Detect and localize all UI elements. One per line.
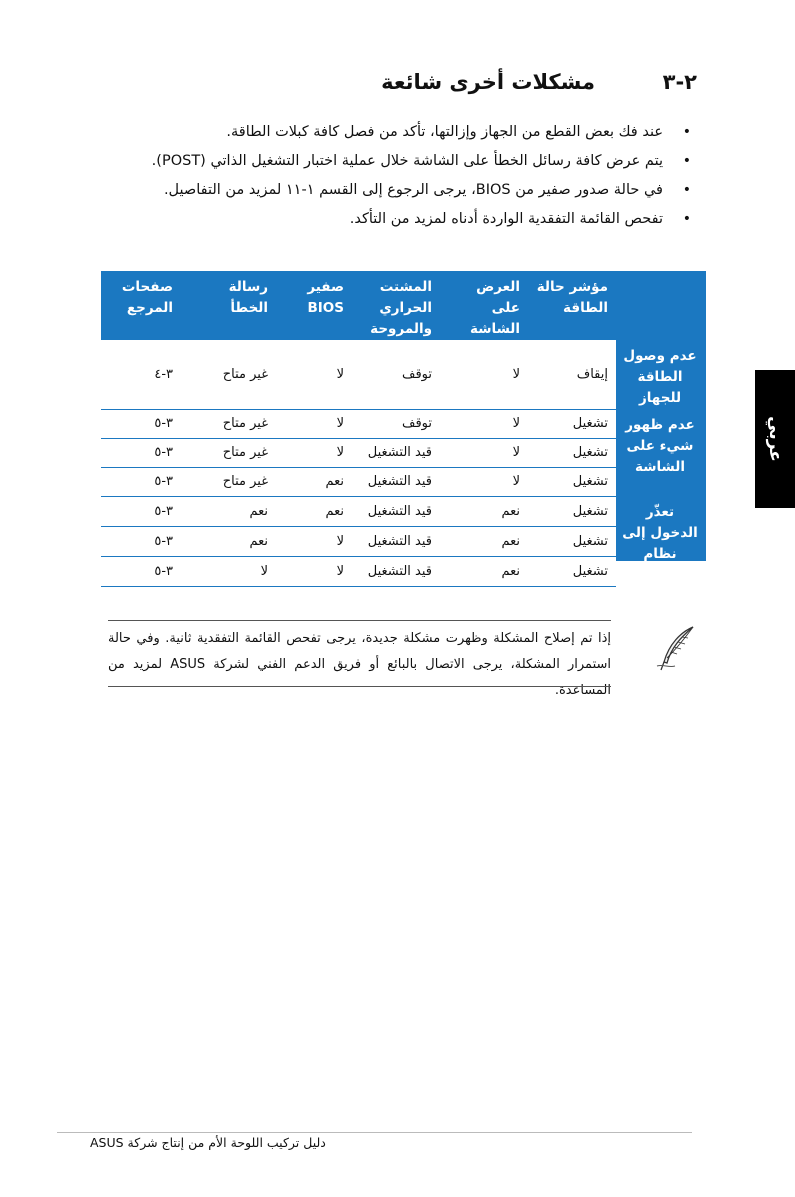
table-row <box>101 438 706 467</box>
table-cell: ٣-٤ <box>101 340 181 409</box>
table-cell: توقف <box>352 409 440 438</box>
table-cell: نعم <box>181 526 276 556</box>
table-cell: لا <box>276 556 352 586</box>
footer-text: دليل تركيب اللوحة الأم من إنتاج شركة ASUS <box>90 1135 326 1150</box>
language-label: عربي <box>765 416 785 462</box>
table-cell: قيد التشغيل <box>352 526 440 556</box>
table-header: المشتت الحراري والمروحة <box>370 279 432 337</box>
table-cell: غير متاح <box>181 409 276 438</box>
bullet-dot-icon: • <box>682 124 691 140</box>
footer-divider <box>57 1132 692 1133</box>
table-header: صفحات المرجع <box>121 279 173 316</box>
table-cell: تشغيل <box>528 467 616 496</box>
row-group-label: تعذّر الدخول إلى نظام التشغيل <box>622 504 698 583</box>
table-header <box>616 271 706 340</box>
bullet-item: • يتم عرض كافة رسائل الخطأ على الشاشة خلال عملية اختبار التشغيل الذاتي (POST). <box>95 147 695 176</box>
table-cell: تشغيل <box>528 526 616 556</box>
table-cell: لا <box>276 438 352 467</box>
table-header: مؤشر حالة الطاقة <box>536 279 608 316</box>
row-group-label: عدم وصول الطاقة للجهاز <box>623 348 697 406</box>
bullet-dot-icon: • <box>682 182 691 198</box>
table-cell: غير متاح <box>181 467 276 496</box>
table-cell: لا <box>440 409 528 438</box>
table-cell: توقف <box>352 340 440 409</box>
table-cell: قيد التشغيل <box>352 467 440 496</box>
table-row <box>101 340 706 409</box>
section-number: ٢-٣ <box>662 70 697 94</box>
bullet-list <box>95 118 695 234</box>
bullet-item: • في حالة صدور صفير من BIOS، يرجى الرجوع إلى القسم ١-١١ لمزيد من التفاصيل. <box>95 176 695 205</box>
table-cell: لا <box>276 526 352 556</box>
table-cell: غير متاح <box>181 438 276 467</box>
table-cell: ٣-٥ <box>101 496 181 526</box>
section-title: مشكلات أخرى شائعة <box>381 70 595 94</box>
table-cell: لا <box>440 438 528 467</box>
table-cell: نعم <box>440 526 528 556</box>
bullet-item: • عند فك بعض القطع من الجهاز وإزالتها، تأكد من فصل كافة كبلات الطاقة. <box>95 118 695 147</box>
note-divider-bottom <box>108 686 611 687</box>
table-cell: تشغيل <box>528 438 616 467</box>
table-cell: نعم <box>440 496 528 526</box>
table-cell: لا <box>276 409 352 438</box>
table-header: العرض على الشاشة <box>470 279 520 337</box>
table-cell: لا <box>276 340 352 409</box>
table-row <box>101 526 706 556</box>
table-header: رسالة الخطأ <box>228 279 268 316</box>
table-cell: نعم <box>276 496 352 526</box>
table-cell: تشغيل <box>528 409 616 438</box>
table-header-row <box>101 271 706 340</box>
bullet-item: • تفحص القائمة التفقدية الواردة أدناه لمزيد من التأكد. <box>95 205 695 234</box>
row-group-label: عدم ظهور شيء على الشاشة <box>625 417 695 475</box>
table-cell: نعم <box>276 467 352 496</box>
language-side-tab <box>755 370 795 508</box>
table-cell: ٣-٥ <box>101 556 181 586</box>
table-cell: ٣-٥ <box>101 409 181 438</box>
note-divider-top <box>108 620 611 621</box>
table-cell: إيقاف <box>528 340 616 409</box>
table-cell: قيد التشغيل <box>352 556 440 586</box>
table-row <box>101 467 706 496</box>
table-cell: لا <box>440 340 528 409</box>
table-cell: لا <box>181 556 276 586</box>
table-cell: ٣-٥ <box>101 526 181 556</box>
table-cell: تشغيل <box>528 496 616 526</box>
table-header: صفير BIOS <box>307 279 344 316</box>
table-cell: ٣-٥ <box>101 467 181 496</box>
bullet-dot-icon: • <box>682 153 691 169</box>
table-cell: نعم <box>181 496 276 526</box>
table-row <box>101 409 706 438</box>
table-cell: ٣-٥ <box>101 438 181 467</box>
table-cell: قيد التشغيل <box>352 496 440 526</box>
note-text: إذا تم إصلاح المشكلة وظهرت مشكلة جديدة، يرجى تفحص القائمة التفقدية ثانية. وفي حالة استمرار المشكلة، يرجى الاتصال بالبائع أو فريق الدعم الفني لشركة ASUS لمزيد من المساعدة. <box>108 631 611 698</box>
troubleshooting-table <box>101 271 706 583</box>
table-cell: تشغيل <box>528 556 616 586</box>
table-row <box>101 496 706 526</box>
bullet-dot-icon: • <box>682 211 691 227</box>
feather-pen-icon <box>655 624 700 674</box>
table-cell: نعم <box>440 556 528 586</box>
table-cell: لا <box>440 467 528 496</box>
table-cell: غير متاح <box>181 340 276 409</box>
table-cell: قيد التشغيل <box>352 438 440 467</box>
table-row <box>101 556 706 586</box>
